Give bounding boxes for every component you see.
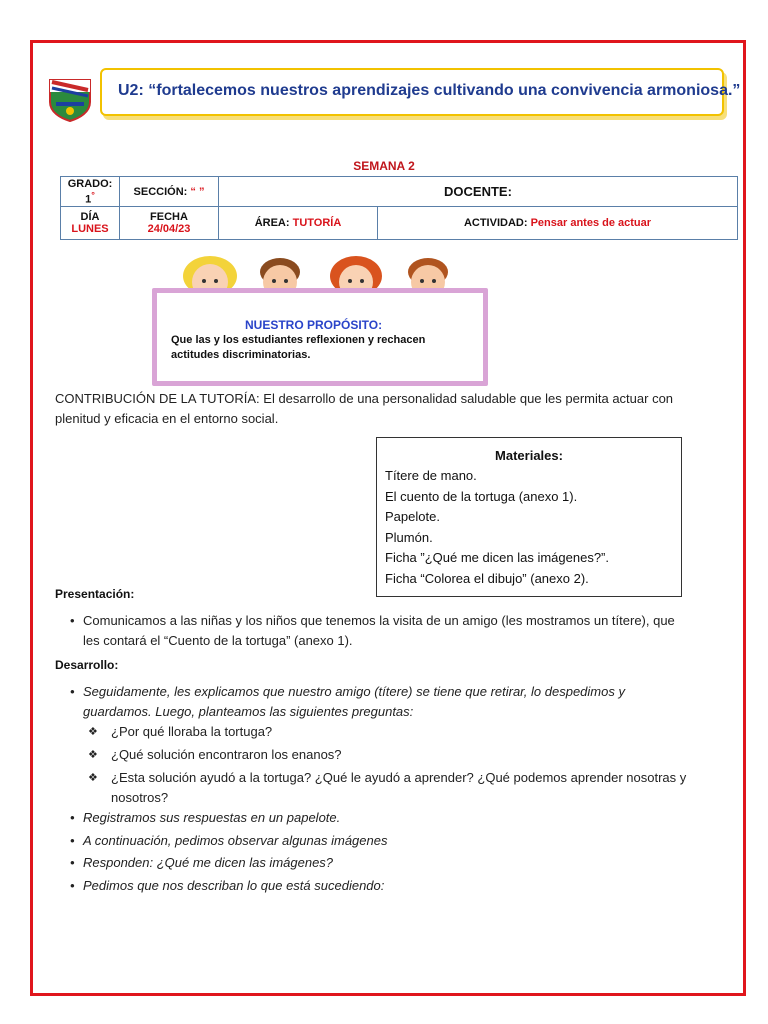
question-item: ❖ ¿Qué solución encontraron los enanos? [88,745,688,765]
bullet-icon: • [70,833,75,848]
actividad-value: Pensar antes de actuar [530,217,652,229]
fecha-cell: FECHA 24/04/23 [120,207,219,240]
materials-list [385,466,681,589]
list-item: Plumón. [385,529,433,545]
diamond-bullet-icon: ❖ [88,749,98,761]
dia-value: LUNES [71,223,109,235]
seccion-cell: SECCIÓN: “ ” [120,177,219,207]
question-item: ❖ ¿Esta solución ayudó a la tortuga? ¿Qué le ayudó a aprender? ¿Qué podemos aprender nosotras y nosotros? [88,770,687,805]
development-step: • Pedimos que nos describan lo que está sucediendo: [70,876,690,896]
development-heading: Desarrollo: [55,658,119,672]
fecha-value: 24/04/23 [147,223,191,235]
school-shield-logo [46,76,94,122]
bullet-icon: • [70,684,75,699]
area-value: TUTORÍA [292,217,342,229]
bullet-icon: • [70,878,75,893]
grado-cell: GRADO: 1° [61,177,120,207]
purpose-title: NUESTRO PROPÓSITO: [245,318,383,332]
materials-box [376,437,682,597]
presentation-text: • Comunicamos a las niñas y los niños que tenemos la visita de un amigo (les mostramos un títere), que les contará el “Cuento de la tortuga” (anexo 1). [70,613,675,648]
presentation-heading: Presentación: [55,587,135,601]
unit-label: U2: [118,82,144,99]
development-step: • Responden: ¿Qué me dicen las imágenes? [70,853,690,873]
development-step: • Registramos sus respuestas en un papelote. [70,808,690,828]
actividad-cell: ACTIVIDAD: Pensar antes de actuar [378,207,738,240]
grado-value: 1 [85,193,92,206]
list-item: Títere de mano. [385,468,477,483]
list-item: El cuento de la tortuga (anexo 1). [385,488,578,504]
session-info-table [60,176,738,240]
list-item: Ficha “Colorea el dibujo” (anexo 2). [385,570,589,586]
bullet-icon: • [70,810,75,825]
list-item: Ficha ”¿Qué me dicen las imágenes?”. [385,550,609,565]
tutoring-contribution: CONTRIBUCIÓN DE LA TUTORÍA: El desarrollo de una personalidad saludable que les permita actuar con plenitud y eficacia en el entorno social. [55,391,674,426]
week-title: SEMANA 2 [353,159,415,173]
purpose-text: Que las y los estudiantes reflexionen y rechacen actitudes discriminatorias. [171,334,426,361]
dia-cell: DÍA LUNES [61,207,120,240]
seccion-value: “ ” [190,185,205,198]
list-item: Papelote. [385,509,440,524]
unit-title-text: “fortalecemos nuestros aprendizajes cultivando una convivencia armoniosa.” [148,82,741,99]
diamond-bullet-icon: ❖ [88,772,98,784]
area-cell: ÁREA: TUTORÍA [219,207,378,240]
docente-cell: DOCENTE: [219,177,738,207]
question-item: ❖ ¿Por qué lloraba la tortuga? [88,722,688,742]
development-intro: • Seguidamente, les explicamos que nuestro amigo (títere) se tiene que retirar, lo despedimos y guardamos. Luego, planteamos las siguientes preguntas: [70,684,625,719]
materials-title: Materiales: [495,448,563,463]
bullet-icon: • [70,613,75,628]
development-step: • A continuación, pedimos observar algunas imágenes [70,831,690,851]
unit-title [118,82,740,100]
bullet-icon: • [70,855,75,870]
unit-banner [100,68,741,116]
diamond-bullet-icon: ❖ [88,726,98,738]
purpose-box [152,288,488,386]
